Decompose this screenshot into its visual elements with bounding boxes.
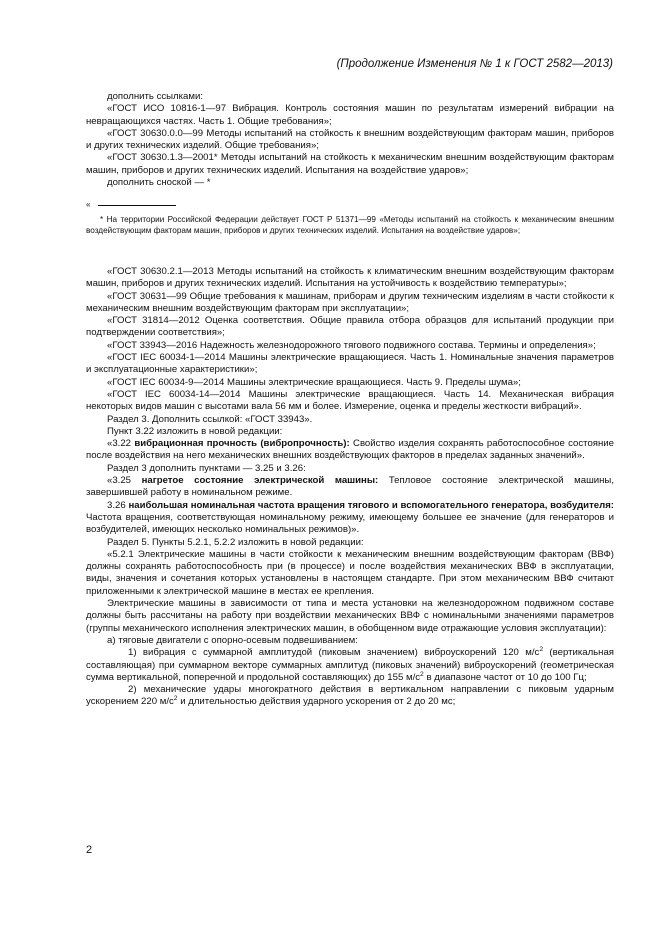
definition-3-25: [86, 475, 614, 500]
text-run: (вертикальная составляющая) при суммарном векторе суммарных амплитуд (пиковых значений) виброускорений (геометрическая сумма вертикальной, поперечной и продольной составляющих) до 155 м/с: [86, 647, 614, 683]
paragraph: а) тяговые двигатели с опорно-осевым подвешиванием:: [107, 634, 358, 646]
paragraph: «5.2.1 Электрические машины в части стойкости к механическим внешним воздействующим факторам (ВВФ) должны сохранять работоспособность при (в процессе) и после воздействия механических ВВФ в эксплуатации, виды, значения и сочетания которых установлены в настоящем стандарте. При этом механическим ВВФ считают приложенными к электрической машине в местах ее крепления.: [86, 548, 614, 597]
superscript: 2: [539, 646, 544, 654]
definition-body: Свойство изделия сохранять работоспособное состояние после воздействия на него механических внешних воздействующих факторов в пределах заданных значений».: [86, 438, 614, 462]
paragraph: дополнить сноской — *: [107, 177, 211, 189]
references-block-2: [86, 266, 614, 709]
definition-3-26: [86, 500, 614, 537]
footnote-quote-mark: «: [86, 200, 91, 209]
definition-3-22: [86, 438, 614, 463]
paragraph: «ГОСТ 33943—2016 Надежность железнодорожного тягового подвижного состава. Термины и определения»;: [107, 339, 596, 351]
footnote-separator: [98, 205, 176, 206]
paragraph: Раздел 3 дополнить пунктами — 3.25 и 3.26:: [107, 462, 306, 474]
definition-term: наибольшая номинальная частота вращения тягового и вспомогательного генератора, возбудителя:: [128, 499, 614, 511]
footnote-text: * На территории Российской Федерации действует ГОСТ Р 51371—99 «Методы испытаний на стойкость к механическим внешним воздействующим факторам машин, приборов и других технических изделий. Испытания на воздействие ударов»;: [86, 215, 614, 235]
references-block-1: [86, 91, 614, 189]
paragraph: «ГОСТ 30630.1.3—2001* Методы испытаний на стойкость к механическим внешним воздействующим факторам машин, приборов и других технических изделий. Испытания на воздействие ударов»;: [86, 152, 614, 176]
paragraph: «ГОСТ 30631—99 Общие требования к машинам, приборам и другим техническим изделиям в части стойкости к механическим внешним воздействующим факторам при эксплуатации»;: [86, 290, 614, 314]
paragraph: Пункт 3.22 изложить в новой редакции:: [107, 425, 283, 437]
paragraph: Раздел 5. Пункты 5.2.1, 5.2.2 изложить в новой редакции:: [107, 536, 364, 548]
paragraph: «ГОСТ 31814—2012 Оценка соответствия. Общие правила отбора образцов для испытаний продукции при подтверждении соответствия»;: [86, 315, 614, 339]
paragraph: «ГОСТ 30630.2.1—2013 Методы испытаний на стойкость к климатическим внешним воздействующим факторам машин, приборов и других технических изделий. Испытания на устойчивость к воздействию температуры»;: [86, 266, 614, 290]
definition-prefix: «3.22: [107, 438, 135, 450]
definition-term: вибрационная прочность (вибропрочность):: [134, 438, 350, 450]
paragraph: Раздел 3. Дополнить ссылкой: «ГОСТ 33943».: [107, 413, 313, 425]
continuation-header: (Продолжение Изменения № 1 к ГОСТ 2582—2013): [336, 58, 613, 70]
paragraph: «ГОСТ ИСО 10816-1—97 Вибрация. Контроль состояния машин по результатам измерений вибрации на невращающихся частях. Часть 1. Общие требования»;: [86, 103, 614, 127]
definition-prefix: «3.25: [107, 475, 142, 487]
superscript: 2: [173, 695, 178, 703]
list-item-vibration: [86, 647, 614, 684]
paragraph: «ГОСТ IEC 60034-9—2014 Машины электрические вращающиеся. Часть 9. Пределы шума»;: [107, 376, 521, 388]
paragraph: «ГОСТ 30630.0.0—99 Методы испытаний на стойкость к внешним воздействующим факторам машин, приборов и других технических изделий. Общие требования»;: [86, 127, 614, 152]
definition-prefix: 3.26: [107, 499, 129, 511]
text-run: 2) механические удары многократного действия в вертикальном направлении с пиковым ударным ускорением 220 м/с: [86, 684, 614, 708]
text-run: и длительностью действия ударного ускорения от 2 до 20 мс;: [177, 696, 456, 708]
superscript: 2: [420, 670, 424, 678]
definition-term: нагретое состояние электрической машины:: [141, 475, 379, 487]
page-number: 2: [86, 844, 93, 856]
paragraph: дополнить ссылками:: [107, 91, 204, 102]
list-item-shocks: [86, 684, 614, 709]
paragraph: «ГОСТ IEC 60034-14—2014 Машины электрические вращающиеся. Часть 14. Механическая вибрация некоторых видов машин с высотами вала 56 мм и более. Измерение, оценка и пределы жесткости вибраций».: [86, 388, 614, 413]
definition-body: Частота вращения, соответствующая номинальному режиму, имеющему большее ее значение (для генераторов и возбудителей, имеющих несколько номинальных режимов)».: [86, 511, 614, 536]
text-run: в диапазоне частот от 10 до 100 Гц;: [423, 671, 587, 683]
footnote-area: [86, 200, 614, 236]
text-run: 1) вибрация с суммарной амплитудой (пиковым значением) виброускорений 120 м/с: [128, 647, 540, 659]
definition-body: Тепловое состояние электрической машины, завершившей работу в номинальном режиме.: [86, 475, 614, 499]
paragraph: Электрические машины в зависимости от типа и места установки на железнодорожном подвижном составе должны быть рассчитаны на работу при воздействии механических ВВФ с номинальными значениями параметров (группы механического исполнения электрических машин, в обобщенном виде отражающие условия эксплуатации):: [86, 598, 614, 634]
paragraph: «ГОСТ IEC 60034-1—2014 Машины электрические вращающиеся. Часть 1. Номинальные значения параметров и эксплуатационные характеристики»;: [86, 352, 614, 376]
